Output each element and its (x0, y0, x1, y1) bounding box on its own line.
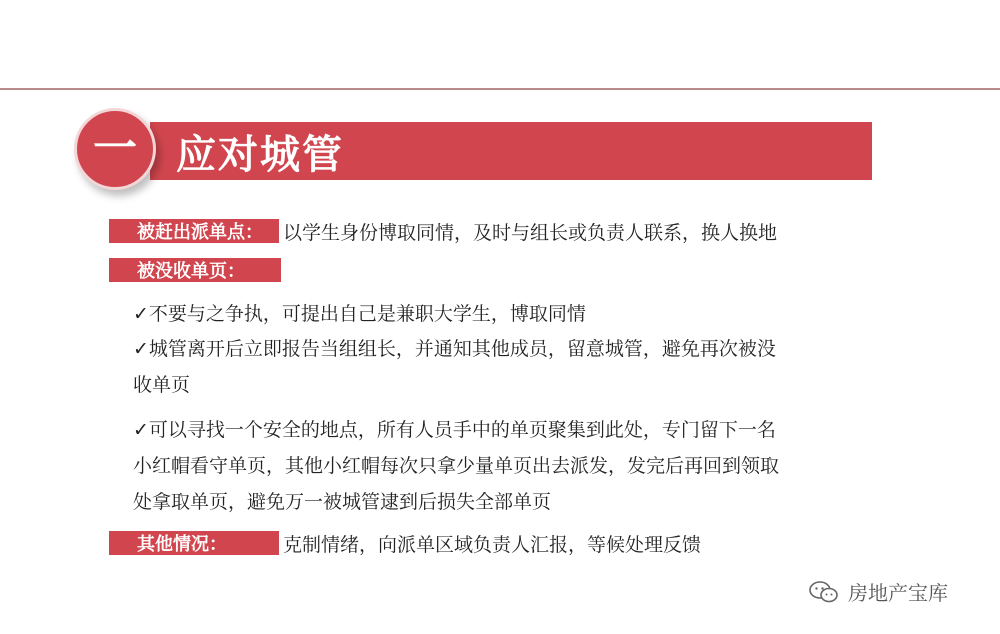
bullet-line: ✓可以寻找一个安全的地点，所有人员手中的单页聚集到此处，专门留下一名 (133, 419, 776, 441)
watermark (808, 577, 948, 606)
label-confiscated: 被没收单页： (109, 258, 281, 282)
bullet-item (133, 331, 776, 403)
bullet-line: 收单页 (133, 374, 191, 396)
text-driven-away: 以学生身份博取同情，及时与组长或负责人联系，换人换地 (283, 222, 778, 244)
top-divider (0, 88, 1000, 90)
text-others: 克制情绪，向派单区域负责人汇报，等候处理反馈 (283, 534, 702, 556)
label-others: 其他情况： (109, 531, 279, 555)
section-number: 一 (93, 123, 137, 174)
wechat-icon (808, 579, 840, 605)
bullet-item (133, 412, 779, 520)
bullet-line: ✓不要与之争执，可提出自己是兼职大学生，博取同情 (133, 303, 586, 325)
bullet-line: 小红帽看守单页，其他小红帽每次只拿少量单页出去派发，发完后再回到领取 (133, 455, 780, 477)
bullet-line: 处拿取单页，避免万一被城管逮到后损失全部单页 (133, 491, 552, 513)
bullet-item (133, 296, 586, 332)
section-title: 应对城管 (176, 131, 344, 178)
label-driven-away: 被赶出派单点： (109, 219, 279, 243)
bullet-line: ✓城管离开后立即报告当组组长，并通知其他成员，留意城管，避免再次被没 (133, 338, 776, 360)
watermark-text: 房地产宝库 (848, 581, 948, 605)
